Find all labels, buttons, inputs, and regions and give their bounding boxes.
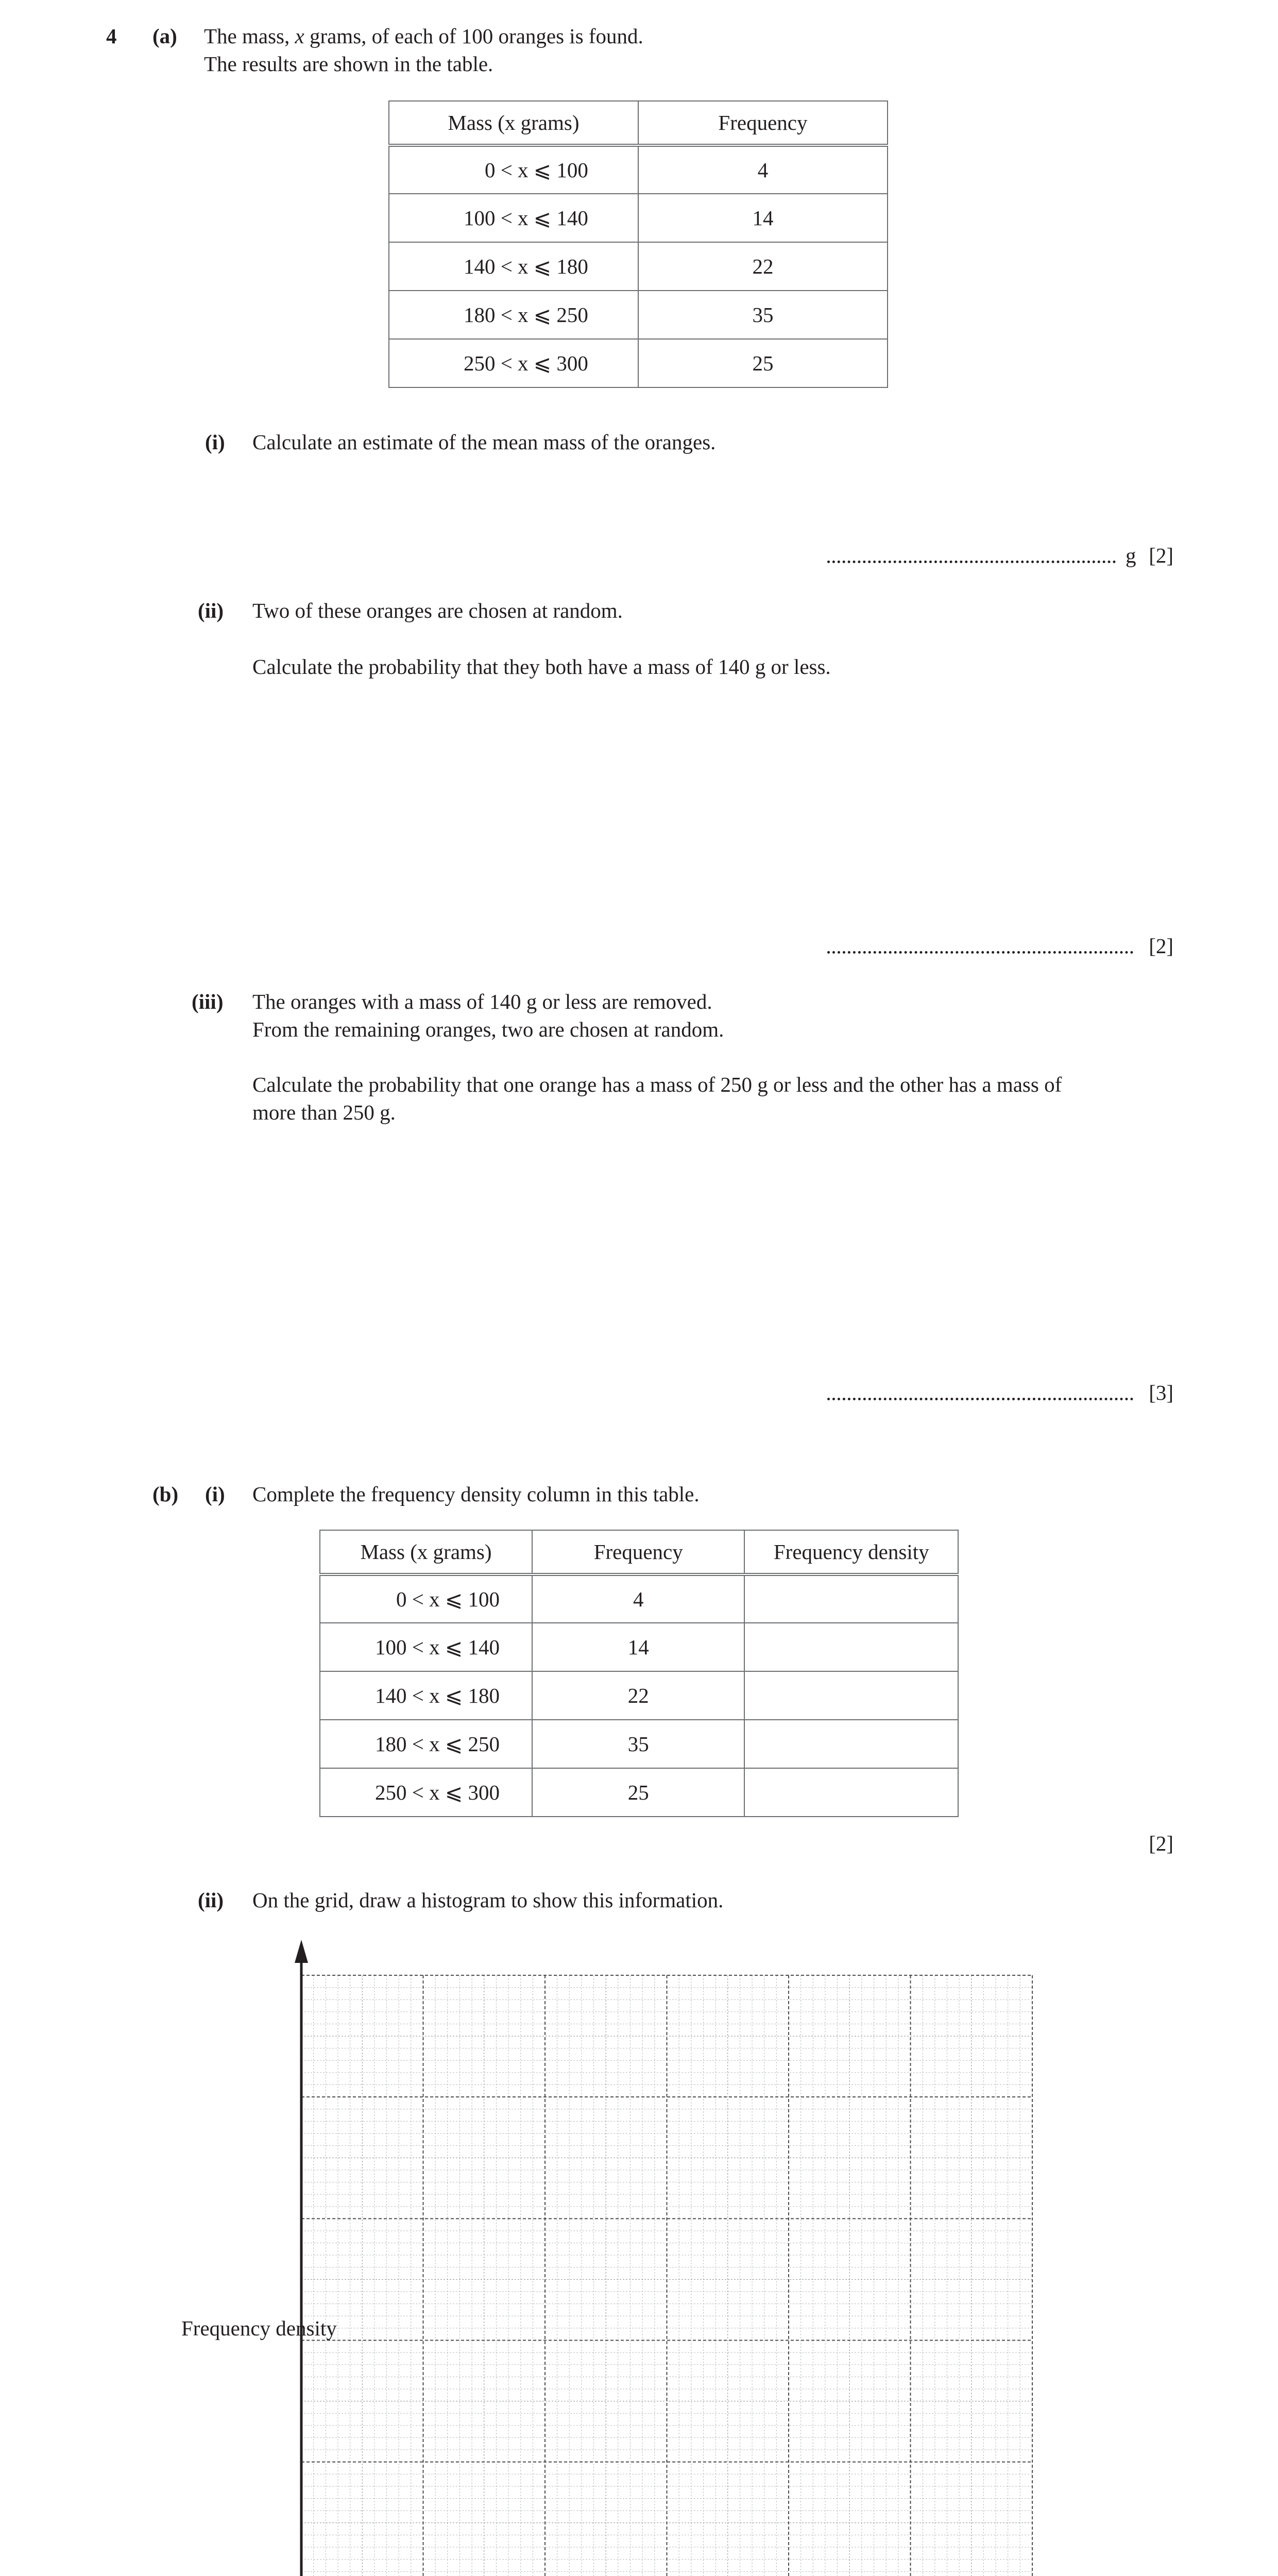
frequency-cell: 4 [638, 145, 888, 194]
part-a-ii-text1: Two of these oranges are chosen at random. [252, 599, 623, 622]
part-a-iii-text1: The oranges with a mass of 140 g or less are removed. [252, 990, 712, 1013]
mass-cell: 180 < x ⩽ 250 [389, 291, 638, 339]
frequency-cell: 4 [532, 1574, 745, 1623]
mass-cell: 0 < x ⩽ 100 [389, 145, 638, 194]
mass-cell: 0 < x ⩽ 100 [320, 1574, 532, 1623]
table-header-frequency: Frequency [532, 1530, 745, 1574]
part-b-i-text: Complete the frequency density column in this table. [252, 1482, 700, 1506]
mass-cell: 250 < x ⩽ 300 [389, 339, 638, 387]
table-header-mass: Mass (x grams) [389, 101, 638, 145]
part-a-iii-text3a: Calculate the probability that one orange has a mass of 250 g or less and the other has a mass of [252, 1073, 1062, 1096]
frequency-cell: 25 [532, 1768, 745, 1817]
frequency-cell: 14 [532, 1623, 745, 1671]
answer-unit-a-i: g [1126, 544, 1136, 567]
mass-cell: 140 < x ⩽ 180 [389, 242, 638, 291]
part-a-label: (a) [152, 24, 177, 48]
mass-cell: 100 < x ⩽ 140 [320, 1623, 532, 1671]
part-a-iii-label: (iii) [192, 990, 224, 1013]
part-a-iii-text2: From the remaining oranges, two are chosen at random. [252, 1018, 724, 1041]
question-number: 4 [106, 24, 117, 48]
part-a-i-text: Calculate an estimate of the mean mass of the oranges. [252, 430, 716, 454]
part-a-iii-text3b: more than 250 g. [252, 1100, 396, 1124]
frequency-cell: 25 [638, 339, 888, 387]
marks-b-i: [2] [1149, 1832, 1173, 1855]
table-header-frequency: Frequency [638, 101, 888, 145]
frequency-cell: 22 [532, 1671, 745, 1720]
part-b-label: (b) [152, 1482, 179, 1506]
marks-a-i: [2] [1149, 544, 1173, 567]
part-a-ii-label: (ii) [198, 599, 224, 622]
frequency-cell: 35 [638, 291, 888, 339]
marks-a-iii: [3] [1149, 1381, 1173, 1404]
y-axis-label: Frequency density [181, 2316, 337, 2340]
table-header-frequency-density: Frequency density [744, 1530, 958, 1574]
frequency-cell: 14 [638, 194, 888, 242]
frequency-cell: 22 [638, 242, 888, 291]
mass-cell: 250 < x ⩽ 300 [320, 1768, 532, 1817]
marks-a-ii: [2] [1149, 934, 1173, 958]
part-a-ii-text2: Calculate the probability that they both have a mass of 140 g or less. [252, 655, 831, 679]
part-b-ii-label: (ii) [198, 1888, 224, 1912]
frequency-cell: 35 [532, 1720, 745, 1768]
y-axis-arrow-icon [295, 1940, 308, 1963]
part-a-intro-line1: The mass, x grams, of each of 100 oranges is found. [204, 24, 643, 48]
table-header-mass: Mass (x grams) [320, 1530, 532, 1574]
mass-cell: 180 < x ⩽ 250 [320, 1720, 532, 1768]
mass-cell: 140 < x ⩽ 180 [320, 1671, 532, 1720]
part-a-intro-line2: The results are shown in the table. [204, 52, 493, 76]
mass-cell: 100 < x ⩽ 140 [389, 194, 638, 242]
part-a-i-label: (i) [205, 430, 225, 454]
part-b-i-label: (i) [205, 1482, 225, 1506]
part-b-ii-text: On the grid, draw a histogram to show this information. [252, 1888, 724, 1912]
